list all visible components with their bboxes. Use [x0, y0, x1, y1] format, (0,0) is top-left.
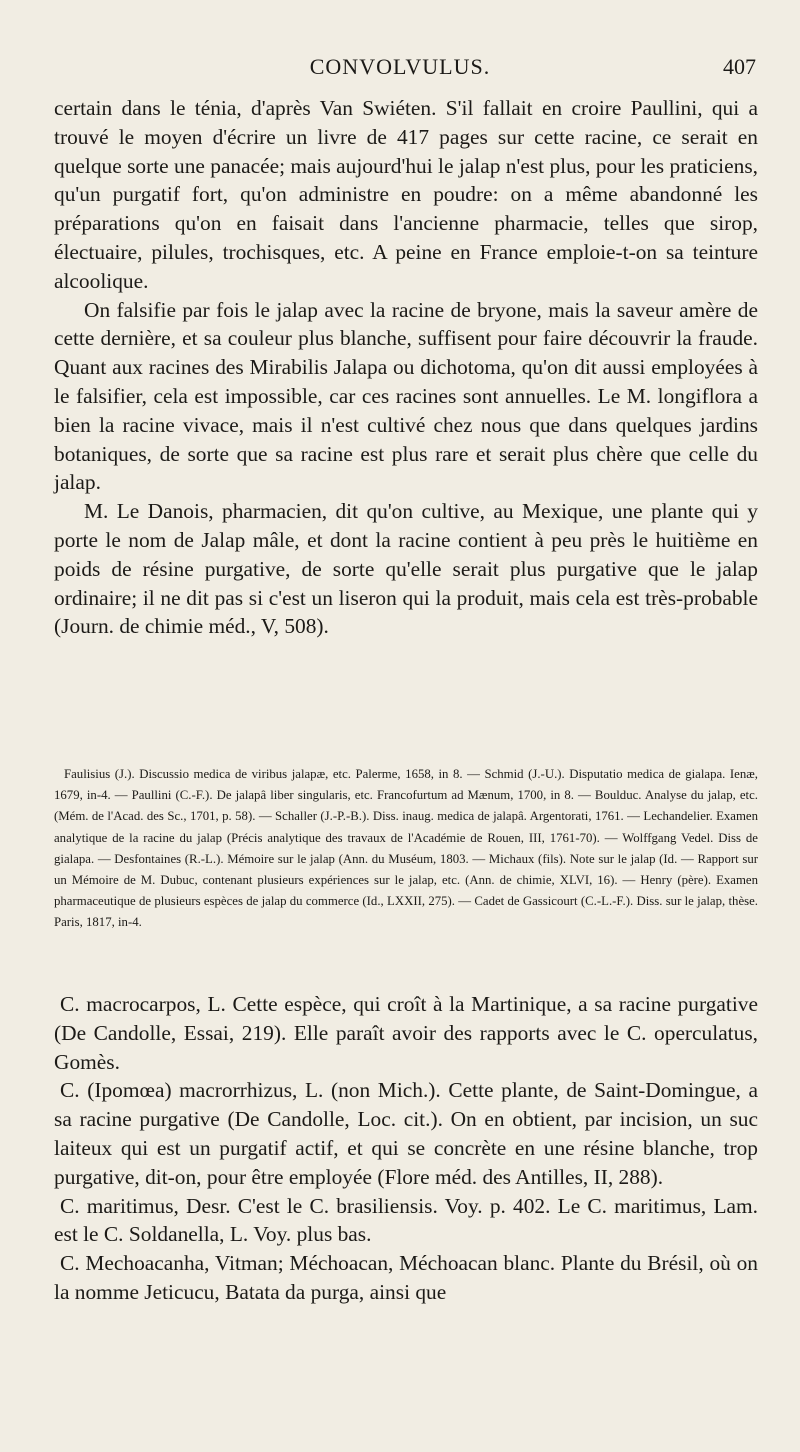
species-entry: C. macrocarpos, L. Cette espèce, qui croît à la Martinique, a sa racine purgative (De Candolle, Essai, 219). Elle paraît avoir des rapports avec le C. operculatus, Gomès. — [54, 992, 758, 1074]
running-header — [0, 54, 800, 90]
footnote-text: Faulisius (J.). Discussio medica de viribus jalapæ, etc. Palerme, 1658, in 8. — Schmid (J.-U.). Disputatio medica de gialapa. Ienæ, 1679, in-4. — Paullini (C.-F.). De jalapâ liber singularis, etc. Francofurtum ad Mænum, 1700, in 8. — Boulduc. Analyse du jalap, etc. (Mém. de l'Acad. des Sc., 1701, p. 58). — Schaller (J.-P.-B.). Diss. inaug. medica de jalapâ. Argentorati, 1761. — Lechandelier. Examen analytique de la racine du jalap (Précis analytique des travaux de l'Académie de Rouen, III, 1761-70). — Wolffgang Vedel. Diss de gialapa. — Desfontaines (R.-L.). Mémoire sur le jalap (Ann. du Muséum, 1803. — Michaux (fils). Note sur le jalap (Id. — Rapport sur un Mémoire de M. Dubuc, contenant plusieurs expériences sur le jalap, etc. (Ann. de chimie, XLVI, 16). — Henry (père). Examen pharmaceutique de plusieurs espèces de jalap du commerce (Id., LXXII, 275). — Cadet de Gassicourt (C.-L.-F.). Diss. sur le jalap, thèse. Paris, 1817, in-4. — [54, 767, 758, 930]
species-list — [54, 990, 758, 1307]
page-number: 407 — [723, 54, 756, 79]
species-entry: C. maritimus, Desr. C'est le C. brasiliensis. Voy. p. 402. Le C. maritimus, Lam. est le C. Soldanella, L. Voy. plus bas. — [54, 1193, 758, 1247]
page-title: CONVOLVULUS. — [309, 54, 491, 79]
species-entry: C. Mechoacanha, Vitman; Méchoacan, Méchoacan blanc. Plante du Brésil, où on la nomme Jeticucu, Batata da purga, ainsi que — [54, 1251, 758, 1304]
species-entry: C. (Ipomœa) macrorrhizus, L. (non Mich.). Cette plante, de Saint-Domingue, a sa racine purgative (De Candolle, Loc. cit.). On en obtient, par incision, un suc laiteux qui est un purgatif actif, et qui se concrète en une résine blanche, trop purgative, dit-on, pour être employée (Flore méd. des Antilles, II, 288). — [54, 1078, 758, 1189]
footnote-bibliography — [54, 764, 758, 934]
paragraph: On falsifie par fois le jalap avec la racine de bryone, mais la saveur amère de cette dernière, et sa couleur plus blanche, suffisent pour faire découvrir la fraude. Quant aux racines des Mirabilis Jalapa ou dichotoma, qu'on dit aussi employées à le falsifier, cela est impossible, car ces racines sont annuelles. Le M. longiflora a bien la racine vivace, mais il n'est cultivé chez nous que dans quelques jardins botaniques, de sorte que sa racine est plus rare et serait plus chère que celle du jalap. — [54, 297, 758, 495]
paragraph: M. Le Danois, pharmacien, dit qu'on cultive, au Mexique, une plante qui y porte le nom de Jalap mâle, et dont la racine contient à peu près le huitième en poids de résine purgative, de sorte qu'elle serait plus purgative que le jalap ordinaire; il ne dit pas si c'est un liseron qui la produit, mais cela est très-probable (Journ. de chimie méd., V, 508). — [54, 499, 758, 639]
paragraph: certain dans le ténia, d'après Van Swiéten. S'il fallait en croire Paullini, qui a trouvé le moyen d'écrire un livre de 417 pages sur cette racine, ce serait en quelque sorte une panacée; mais aujourd'hui le jalap n'est plus, pour les praticiens, qu'un purgatif fort, qu'on administre en poudre: on a même abandonné les préparations qu'on en faisait dans l'ancienne pharmacie, telles que sirop, électuaire, pilules, trochisques, etc. A peine en France emploie-t-on sa teinture alcoolique. — [54, 96, 758, 293]
main-text — [54, 94, 758, 641]
